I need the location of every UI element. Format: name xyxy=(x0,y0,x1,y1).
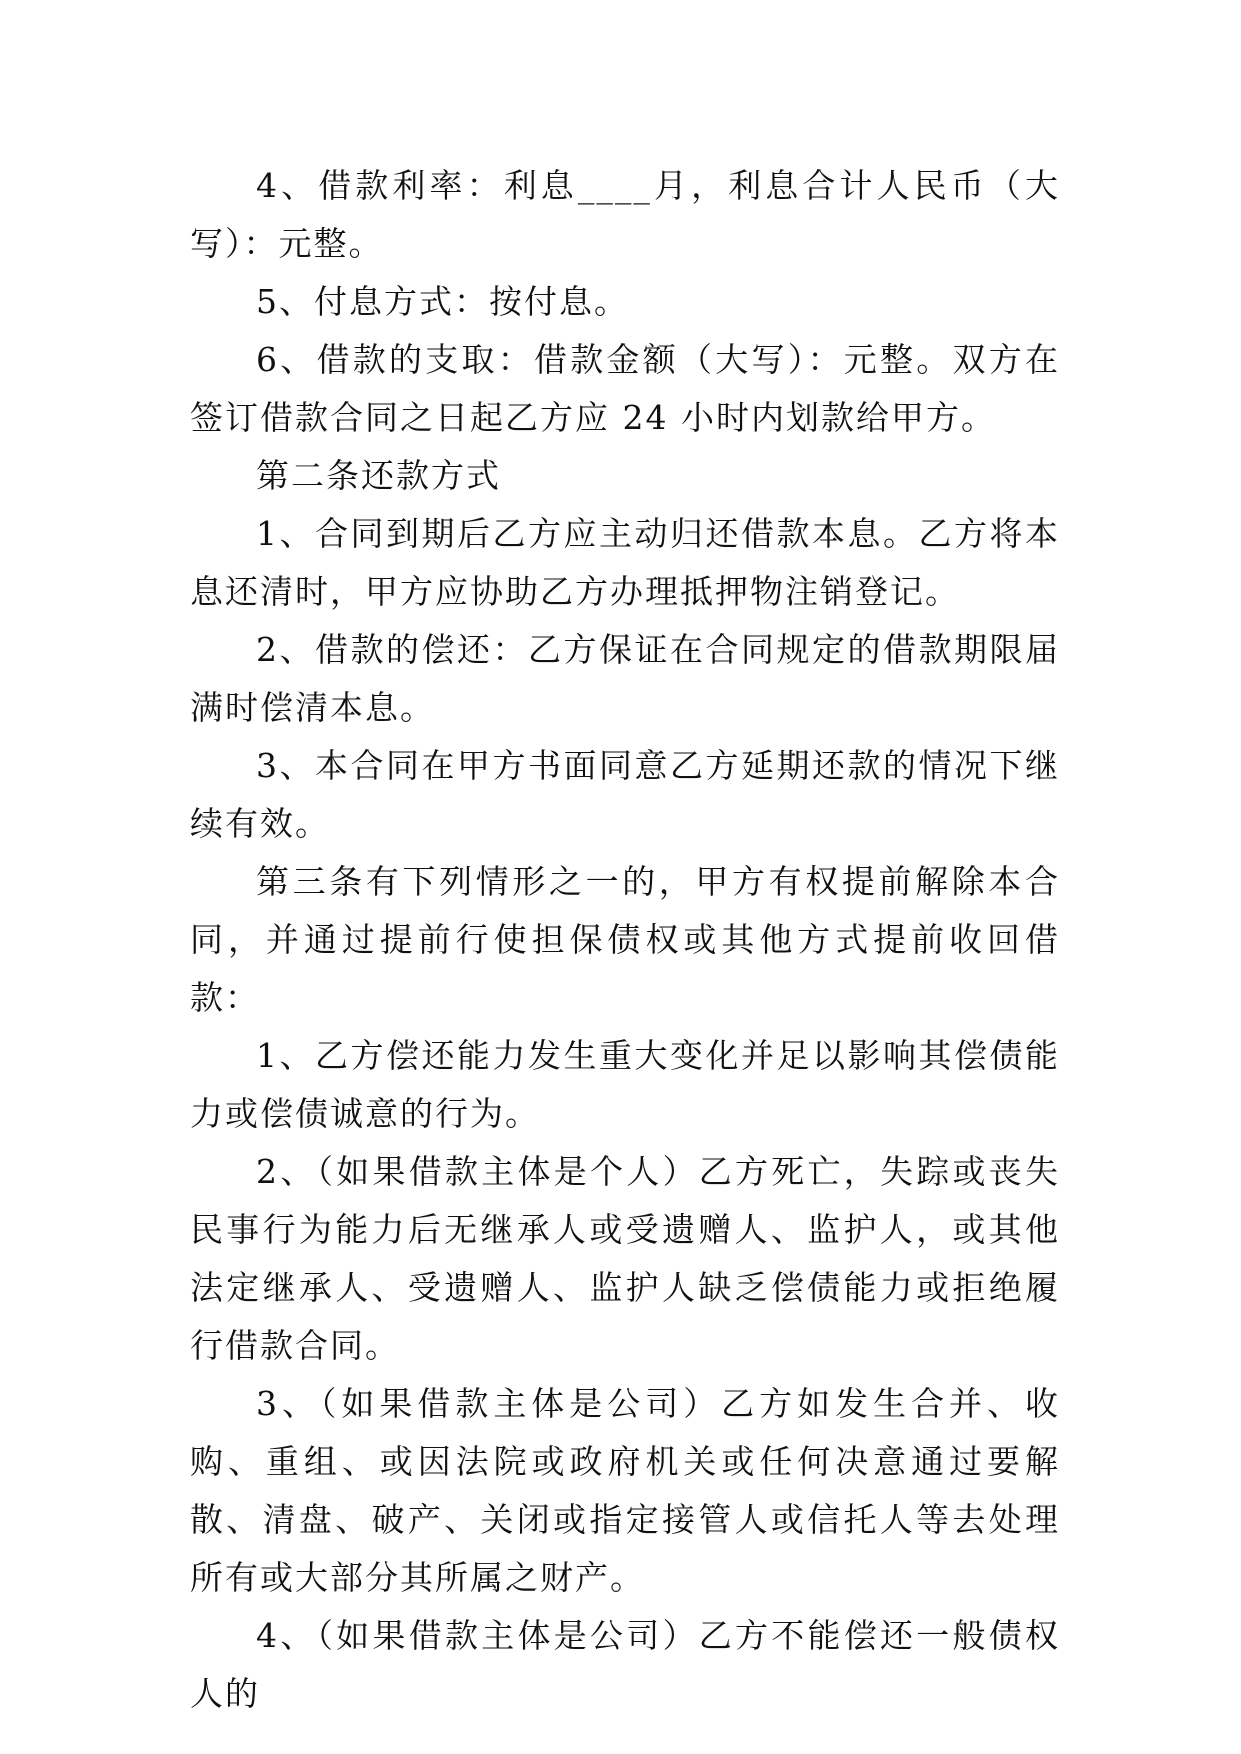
section-heading-repayment: 第二条还款方式 xyxy=(256,456,501,495)
section-heading-termination: 第三条有下列情形之一的，甲方有权提前解除本合同，并通过提前行使担保债权或其他方式提前收回借款： xyxy=(190,862,1060,1017)
paragraph-loan-withdrawal: 6、借款的支取：借款金额（大写）：元整。双方在签订借款合同之日起乙方应 24 小时内划款给甲方。 xyxy=(190,340,1060,437)
paragraph-termination-3: 3、（如果借款主体是公司）乙方如发生合并、收购、重组、或因法院或政府机关或任何决意通过要解散、清盘、破产、关闭或指定接管人或信托人等去处理所有或大部分其所属之财产。 xyxy=(190,1384,1060,1597)
paragraph-repayment-2: 2、借款的偿还：乙方保证在合同规定的借款期限届满时偿清本息。 xyxy=(190,630,1060,727)
paragraph-repayment-3: 3、本合同在甲方书面同意乙方延期还款的情况下继续有效。 xyxy=(190,746,1060,843)
paragraph-repayment-1: 1、合同到期后乙方应主动归还借款本息。乙方将本息还清时，甲方应协助乙方办理抵押物注销登记。 xyxy=(190,514,1060,611)
paragraph-termination-2: 2、（如果借款主体是个人）乙方死亡，失踪或丧失民事行为能力后无继承人或受遗赠人、监护人，或其他法定继承人、受遗赠人、监护人缺乏偿债能力或拒绝履行借款合同。 xyxy=(190,1152,1060,1365)
paragraph-interest-payment: 5、付息方式：按付息。 xyxy=(256,282,629,321)
paragraph-termination-1: 1、乙方偿还能力发生重大变化并足以影响其偿债能力或偿债诚意的行为。 xyxy=(190,1036,1060,1133)
paragraph-termination-4: 4、（如果借款主体是公司）乙方不能偿还一般债权人的 xyxy=(190,1616,1060,1713)
paragraph-interest-rate: 4、借款利率：利息____月，利息合计人民币（大写）：元整。 xyxy=(190,166,1060,263)
document-body xyxy=(190,157,1060,1723)
